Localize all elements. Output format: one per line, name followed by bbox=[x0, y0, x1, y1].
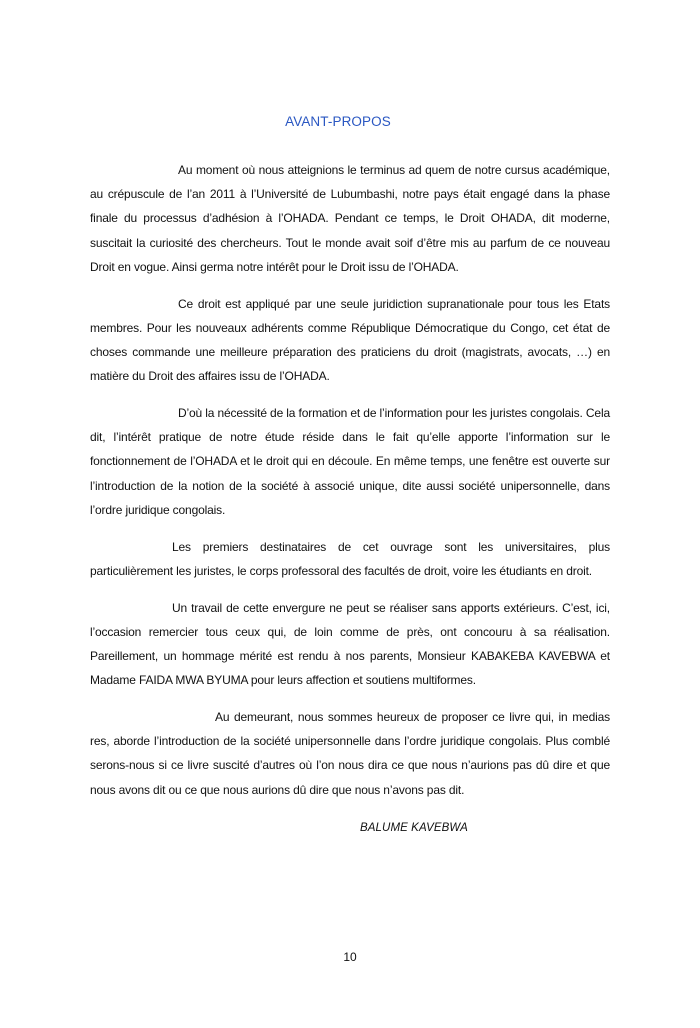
body-text bbox=[90, 158, 610, 814]
page-title: AVANT-PROPOS bbox=[285, 114, 391, 129]
author-signature: BALUME KAVEBWA bbox=[360, 822, 468, 834]
paragraph-5: Un travail de cette envergure ne peut se réaliser sans apports extérieurs. C’est, ici, l’occasion remercier tous ceux qui, de loin comme de près, ont concouru à sa réalisation. Pareillement, un hommage mérité est rendu à nos parents, Monsieur KABAKEBA KAVEBWA et Madame FAIDA MWA BYUMA pour leurs affection et soutiens multiformes. bbox=[90, 600, 610, 688]
paragraph-1: Au moment où nous atteignions le terminus ad quem de notre cursus académique, au crépuscule de l’an 2011 à l’Université de Lubumbashi, notre pays était engagé dans la phase finale du processus d’adhésion à l’OHADA. Pendant ce temps, le Droit OHADA, dit moderne, suscitait la curiosité des chercheurs. Tout le monde avait soif d’être mis au parfum de ce nouveau Droit en vogue. Ainsi germa notre intérêt pour le Droit issu de l’OHADA. bbox=[90, 163, 610, 274]
page-number: 10 bbox=[343, 950, 357, 964]
paragraph-4: Les premiers destinataires de cet ouvrage sont les universitaires, plus particulièrement les juristes, le corps professoral des facultés de droit, voire les étudiants en droit. bbox=[90, 539, 610, 578]
paragraph-3: D’où la nécessité de la formation et de l’information pour les juristes congolais. Cela dit, l’intérêt pratique de notre étude réside dans le fait qu’elle apporte l’information sur le fonctionnement de l’OHADA et le droit qui en découle. En même temps, une fenêtre est ouverte sur l’introduction de la notion de la société à associé unique, dite aussi société unipersonnelle, dans l’ordre juridique congolais. bbox=[90, 406, 610, 517]
paragraph-2: Ce droit est appliqué par une seule juridiction supranationale pour tous les Etats membres. Pour les nouveaux adhérents comme République Démocratique du Congo, cet état de choses commande une meilleure préparation des praticiens du droit (magistrats, avocats, …) en matière du Droit des affaires issu de l’OHADA. bbox=[90, 296, 610, 384]
paragraph-6: Au demeurant, nous sommes heureux de proposer ce livre qui, in medias res, aborde l’introduction de la société unipersonnelle dans l’ordre juridique congolais. Plus comblé serons-nous si ce livre suscité d’autres où l’on nous dira ce que nous n’aurions pas dû dire et que nous avons dit ou ce que nous aurions dû dire que nous n’avons pas dit. bbox=[90, 710, 610, 797]
